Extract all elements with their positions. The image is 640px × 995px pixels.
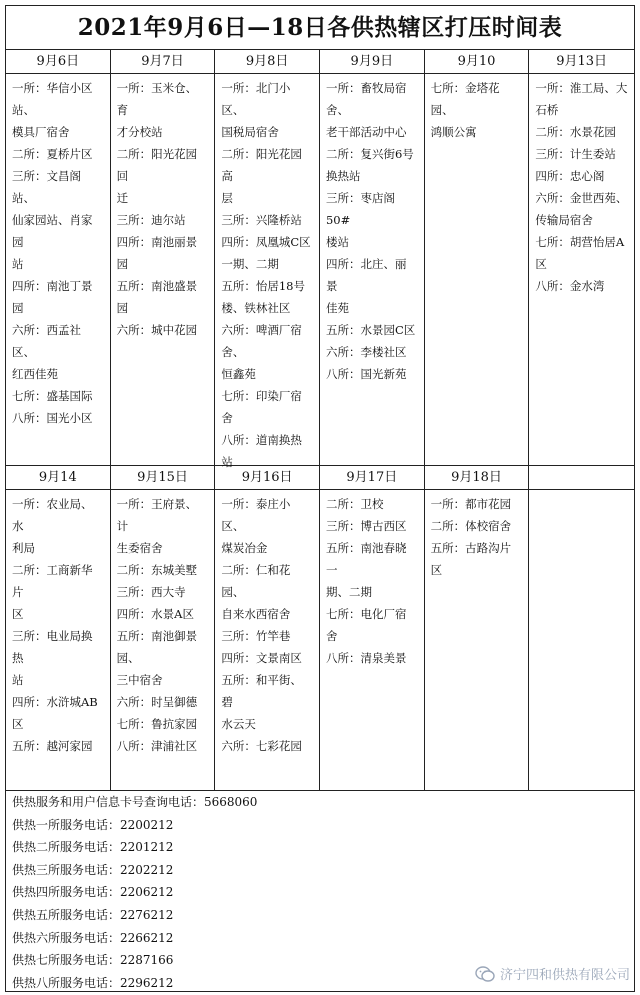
schedule-entry: 楼、铁林社区 bbox=[221, 301, 291, 315]
schedule-entry: 四所：凤凰城C区 bbox=[221, 235, 311, 249]
schedule-entry: 一所：王府景、计 bbox=[116, 497, 198, 533]
day-cell bbox=[215, 74, 320, 469]
date-header: 9月17日 bbox=[320, 466, 425, 490]
schedule-table bbox=[5, 5, 635, 992]
schedule-entry: 传输局宿舍 bbox=[535, 213, 593, 227]
schedule-entry: 八所：国光小区 bbox=[12, 411, 93, 425]
date-header: 9月14 bbox=[6, 466, 111, 490]
schedule-entry: 二所：卫校 bbox=[325, 497, 384, 511]
schedule-entry: 一所：泰庄小区、 bbox=[221, 497, 291, 533]
schedule-entry: 五所：南池盛景园 bbox=[116, 279, 198, 315]
schedule-entry: 四所：北庄、丽景 bbox=[325, 257, 407, 293]
schedule-entry: 四所：水浒城AB bbox=[12, 695, 98, 709]
day-cell bbox=[111, 74, 216, 465]
schedule-entry: 三所：迪尔站 bbox=[116, 213, 186, 227]
schedule-entry: 三所：文昌阁站、 bbox=[12, 169, 81, 205]
schedule-entry: 八所：金水湾 bbox=[535, 279, 605, 293]
schedule-entry: 换热站 bbox=[325, 169, 361, 183]
page-title: 2021年9月6日—18日各供热辖区打压时间表 bbox=[6, 6, 634, 50]
service-phone-line: 供热八所服务电话：2296212 bbox=[12, 975, 174, 990]
service-phone-line: 供热七所服务电话：2287166 bbox=[12, 953, 174, 968]
schedule-entry: 七所：电化厂宿舍 bbox=[325, 607, 407, 643]
service-phone-line: 供热五所服务电话：2276212 bbox=[12, 907, 174, 922]
schedule-entry: 六所：时呈御德 bbox=[116, 695, 198, 709]
schedule-entry: 五所：和平街、碧 bbox=[221, 673, 302, 709]
schedule-entry: 水云天 bbox=[221, 717, 256, 731]
service-phone-line: 供热四所服务电话：2206212 bbox=[12, 885, 174, 900]
schedule-entry: 楼站 bbox=[325, 235, 349, 249]
service-phone-line: 供热六所服务电话：2266212 bbox=[12, 930, 174, 945]
schedule-entry: 六所：啤酒厂宿舍、 bbox=[221, 323, 302, 359]
wechat-icon bbox=[475, 966, 495, 982]
schedule-entry: 鸿顺公寓 bbox=[430, 125, 477, 139]
schedule-entry: 八所：清泉美景 bbox=[325, 651, 407, 665]
day-cell bbox=[6, 490, 111, 790]
wechat-watermark bbox=[475, 964, 630, 983]
schedule-entry: 四所：南池丁景园 bbox=[12, 279, 93, 315]
schedule-entry: 老干部活动中心 bbox=[325, 125, 407, 139]
schedule-entry: 二所：体校宿舍 bbox=[430, 519, 512, 533]
schedule-entry: 二所：阳光花园回 bbox=[116, 147, 198, 183]
schedule-entry: 区 bbox=[12, 717, 24, 731]
schedule-entry: 六所：西孟社区、 bbox=[12, 323, 81, 359]
schedule-entry: 三所：计生委站 bbox=[535, 147, 616, 161]
schedule-entry: 四所：文景南区 bbox=[221, 651, 302, 665]
day-cell bbox=[6, 74, 111, 465]
schedule-entry: 才分校站 bbox=[116, 125, 163, 139]
date-header: 9月13日 bbox=[529, 50, 634, 74]
schedule-entry: 利局 bbox=[12, 541, 35, 555]
day-cell bbox=[425, 74, 530, 465]
schedule-entry: 五所：水景园C区 bbox=[325, 323, 416, 337]
day-cell bbox=[111, 490, 216, 790]
schedule-entry: 二所：复兴街6号 bbox=[325, 147, 414, 161]
schedule-entry: 三所：博古西区 bbox=[325, 519, 407, 533]
schedule-entry: 站 bbox=[12, 673, 24, 687]
schedule-entry: 六所：金世西苑、 bbox=[535, 191, 628, 205]
schedule-entry: 石桥 bbox=[535, 103, 559, 117]
schedule-entry: 二所：阳光花园高 bbox=[221, 147, 302, 183]
schedule-entry: 三所：枣店阁50# bbox=[325, 191, 395, 227]
schedule-entry: 八所：国光新苑 bbox=[325, 367, 407, 381]
schedule-entry: 四所：水景A区 bbox=[116, 607, 194, 621]
schedule-entry: 三所：西大寺 bbox=[116, 585, 186, 599]
schedule-entry: 二所：夏桥片区 bbox=[12, 147, 93, 161]
schedule-entry: 七所：鲁抗家园 bbox=[116, 717, 198, 731]
schedule-entry: 一所：华信小区站、 bbox=[12, 81, 93, 117]
service-phone-line: 供热二所服务电话：2201212 bbox=[12, 840, 174, 855]
day-cell bbox=[320, 490, 425, 790]
schedule-entry: 五所：南池春晓一 bbox=[325, 541, 407, 577]
schedule-entry: 一所：北门小区、 bbox=[221, 81, 291, 117]
date-header: 9月6日 bbox=[6, 50, 111, 74]
schedule-entry: 二所：水景花园 bbox=[535, 125, 616, 139]
schedule-entry: 区 bbox=[535, 257, 547, 271]
schedule-entry: 煤炭冶金 bbox=[221, 541, 268, 555]
day-cell bbox=[215, 490, 320, 790]
service-phone-line: 供热一所服务电话：2200212 bbox=[12, 817, 174, 832]
schedule-entry: 一所：农业局、水 bbox=[12, 497, 93, 533]
schedule-entry: 六所：七彩花园 bbox=[221, 739, 302, 753]
schedule-entry: 仙家园站、肖家园 bbox=[12, 213, 93, 249]
day-cell bbox=[320, 74, 425, 465]
schedule-entry: 七所：盛基国际 bbox=[12, 389, 93, 403]
schedule-row-1 bbox=[6, 50, 634, 469]
date-header: 9月18日 bbox=[425, 466, 530, 490]
watermark-text: 济宁四和供热有限公司 bbox=[499, 968, 630, 983]
schedule-entry: 七所：印染厂宿舍 bbox=[221, 389, 302, 425]
schedule-entry: 三所：电业局换热 bbox=[12, 629, 93, 665]
schedule-row-2 bbox=[6, 466, 634, 791]
schedule-entry: 一期、二期 bbox=[221, 257, 279, 271]
service-phone-line: 供热三所服务电话：2202212 bbox=[12, 862, 174, 877]
service-phone-line: 供热服务和用户信息卡号查询电话：5668060 bbox=[12, 795, 258, 809]
schedule-entry: 八所：道南换热站 bbox=[221, 433, 302, 469]
schedule-entry: 四所：忠心阁 bbox=[535, 169, 605, 183]
day-cell bbox=[425, 490, 530, 790]
date-header: 9月7日 bbox=[111, 50, 216, 74]
date-header: 9月9日 bbox=[320, 50, 425, 74]
schedule-entry: 一所：都市花园 bbox=[430, 497, 512, 511]
schedule-entry: 迁 bbox=[116, 191, 129, 205]
schedule-entry: 六所：李楼社区 bbox=[325, 345, 407, 359]
day-cell bbox=[529, 74, 634, 465]
day-cell-empty bbox=[529, 490, 634, 790]
schedule-entry: 模具厂宿舍 bbox=[12, 125, 70, 139]
schedule-entry: 五所：越河家园 bbox=[12, 739, 93, 753]
schedule-entry: 生委宿舍 bbox=[116, 541, 163, 555]
schedule-entry: 自来水西宿舍 bbox=[221, 607, 291, 621]
schedule-entry: 二所：工商新华片 bbox=[12, 563, 93, 599]
schedule-entry: 八所：津浦社区 bbox=[116, 739, 198, 753]
schedule-entry: 一所：玉米仓、育 bbox=[116, 81, 198, 117]
schedule-entry: 七所：金塔花园、 bbox=[430, 81, 500, 117]
date-header-empty bbox=[529, 466, 634, 490]
schedule-entry: 站 bbox=[12, 257, 24, 271]
schedule-entry: 四所：南池丽景园 bbox=[116, 235, 198, 271]
schedule-entry: 国税局宿舍 bbox=[221, 125, 279, 139]
date-header: 9月10 bbox=[425, 50, 530, 74]
schedule-entry: 三所：竹竿巷 bbox=[221, 629, 291, 643]
schedule-entry: 五所：南池御景园、 bbox=[116, 629, 198, 665]
schedule-entry: 五所：古路沟片区 bbox=[430, 541, 512, 577]
schedule-entry: 五所：怡居18号 bbox=[221, 279, 305, 293]
date-header: 9月15日 bbox=[111, 466, 216, 490]
date-header: 9月16日 bbox=[215, 466, 320, 490]
schedule-entry: 一所：淮工局、大 bbox=[535, 81, 628, 95]
schedule-entry: 三中宿舍 bbox=[116, 673, 163, 687]
schedule-entry: 期、二期 bbox=[325, 585, 372, 599]
schedule-entry: 七所：胡营怡居A bbox=[535, 235, 625, 249]
schedule-entry: 三所：兴隆桥站 bbox=[221, 213, 302, 227]
schedule-entry: 层 bbox=[221, 191, 233, 205]
date-header: 9月8日 bbox=[215, 50, 320, 74]
schedule-entry: 六所：城中花园 bbox=[116, 323, 198, 337]
schedule-entry: 二所：仁和花园、 bbox=[221, 563, 291, 599]
schedule-entry: 二所：东城美墅 bbox=[116, 563, 198, 577]
schedule-entry: 红西佳苑 bbox=[12, 367, 58, 381]
schedule-entry: 区 bbox=[12, 607, 24, 621]
schedule-entry: 一所：畜牧局宿舍、 bbox=[325, 81, 407, 117]
schedule-entry: 佳苑 bbox=[325, 301, 349, 315]
schedule-entry: 恒鑫苑 bbox=[221, 367, 256, 381]
